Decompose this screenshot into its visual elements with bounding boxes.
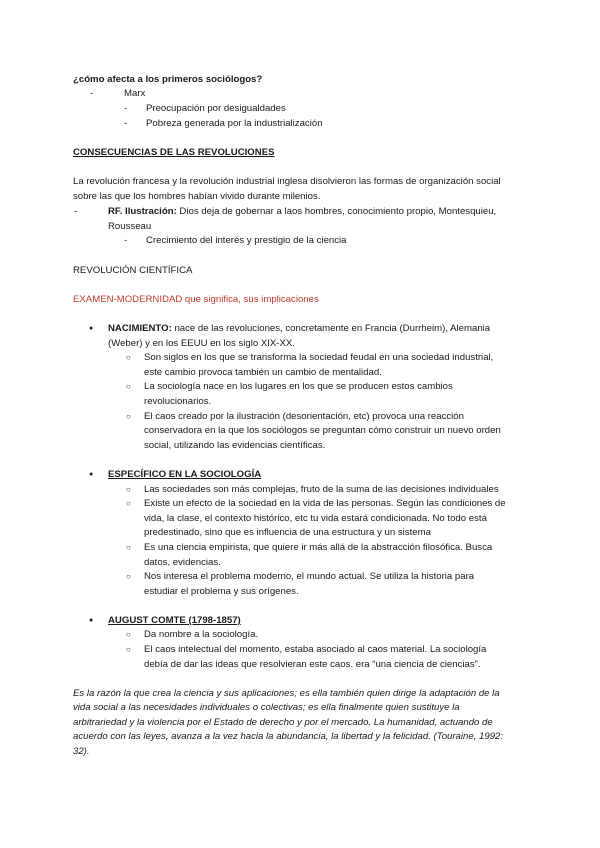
nacimiento-subitem-line: este cambio provoca también un cambio de mentalidad. xyxy=(144,367,382,378)
especifico-heading: ● ESPECÍFICO EN LA SOCIOLOGÍA xyxy=(108,467,261,482)
especifico-subitem-line: estudiar el problema y sus orígenes. xyxy=(144,586,299,597)
question-heading: ¿cómo afecta a los primeros sociólogos? xyxy=(73,74,263,85)
comte-subitem-line: debía de dar las ideas que resolvieran este caos. era “una ciencia de ciencias”. xyxy=(144,659,481,670)
marx-subitem: - Pobreza generada por la industrialización xyxy=(146,116,323,131)
nacimiento-subitem-line: social, utilizando las evidencias científicas. xyxy=(144,440,326,451)
quote-line: acuerdo con las leyes, avanza a la vez hacia la abundancia, la libertad y la felicidad. (Touraine, 1992: xyxy=(73,731,504,742)
quote-line: vida social a las necesidades individuales o colectivas; es ella finalmente quien sustituye la xyxy=(73,702,460,713)
rf-label: RF. Ilustración: xyxy=(108,206,177,217)
rf-item xyxy=(108,204,496,219)
especifico-subitem: ○ Es una ciencia empirista, que quiere ir más allá de la abstracción filosófica. Busca xyxy=(144,540,492,555)
especifico-subitem: ○ Nos interesa el problema moderno, el mundo actual. Se utiliza la historia para xyxy=(144,569,474,584)
rf-subitem: - Crecimiento del interés y prestigio de la ciencia xyxy=(146,233,347,248)
revolucion-cientifica-heading: REVOLUCIÓN CIENTÍFICA xyxy=(73,265,193,276)
quote-line: arbitrariedad y la violencia por el Estado de derecho y por el mercado. La humanidad, actuando de xyxy=(73,717,493,728)
especifico-subitem-line: predestinado, sino que es influencia de una estructura y un sistema xyxy=(144,527,431,538)
quote-line: Es la razón la que crea la ciencia y sus aplicaciones; es ella también quien dirige la adaptación de la xyxy=(73,688,500,699)
nacimiento-subitem: ○ Son siglos en los que se transforma la sociedad feudal en una sociedad industrial, xyxy=(144,350,493,365)
especifico-subitem-line: datos, evidencias. xyxy=(144,557,221,568)
especifico-subitem: ○ Las sociedades son más complejas, fruto de la suma de las decisiones individuales xyxy=(144,482,499,497)
consecuencias-heading: CONSECUENCIAS DE LAS REVOLUCIONES xyxy=(73,147,275,158)
rf-text-continued: Rousseau xyxy=(108,221,152,232)
nacimiento-subitem: ○ La sociología nace en los lugares en los que se producen estos cambios xyxy=(144,379,453,394)
rf-text: Dios deja de gobernar a laos hombres, conocimiento propio, Montesquieu, xyxy=(176,206,497,217)
especifico-subitem-line: vida, la clase, el contexto histórico, etc tu vida estará condicionada. No todo está xyxy=(144,513,487,524)
comte-subitem: ○ El caos intelectual del momento, estaba asociado al caos material. La sociología xyxy=(144,642,486,657)
nacimiento-text-continued: (Weber) y en los EEUU en los siglo XIX-XX. xyxy=(108,338,295,349)
paragraph-line: sobre las que los hombres habían vivido durante milenios. xyxy=(73,191,321,202)
nacimiento-subitem-line: conservadora en la que los sociólogos se preguntan cómo construir un nuevo orden xyxy=(144,425,501,436)
marx-item: - Marx xyxy=(124,86,145,101)
comte-subitem: ○ Da nombre a la sociología. xyxy=(144,627,258,642)
quote-line: 32). xyxy=(73,746,90,757)
nacimiento-subitem-line: revolucionarios. xyxy=(144,396,212,407)
examen-line: EXAMEN-MODERNIDAD que significa, sus implicaciones xyxy=(73,294,319,305)
marx-subitem: - Preocupación por desigualdades xyxy=(146,101,286,116)
especifico-subitem: ○ Existe un efecto de la sociedad en la vida de las personas. Según las condiciones de xyxy=(144,496,506,511)
comte-heading: ● AUGUST COMTE (1798-1857) xyxy=(108,613,241,628)
nacimiento-label: NACIMIENTO: xyxy=(108,323,172,334)
paragraph-line: La revolución francesa y la revolución industrial inglesa disolvieron las formas de organización social xyxy=(73,176,501,187)
nacimiento-item xyxy=(108,321,490,336)
nacimiento-subitem: ○ El caos creado por la ilustración (desorientación, etc) provoca una reacción xyxy=(144,409,464,424)
nacimiento-text: nace de las revoluciones, concretamente en Francia (Durrheim), Alemania xyxy=(171,323,491,334)
